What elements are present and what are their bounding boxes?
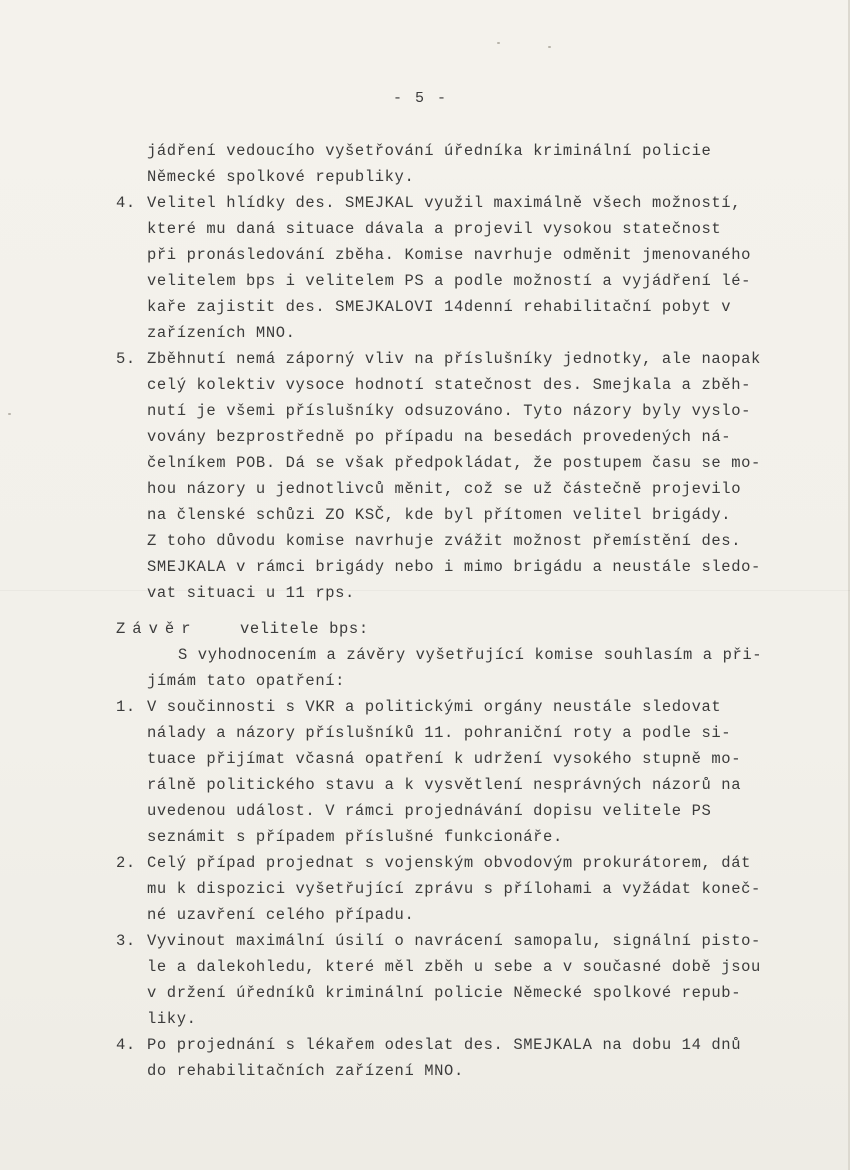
measure-1-line: tuace přijímat včasná opatření k udržení vysokého stupně mo- [147,750,742,768]
measure-1-line: rálně politického stavu a k vysvětlení nesprávných názorů na [147,776,742,794]
item-4-line: při pronásledování zběha. Komise navrhuje odměnit jmenovaného [147,246,751,264]
measure-1-line: V součinnosti s VKR a politickými orgány neustále sledovat [147,698,722,716]
item-4-line: Velitel hlídky des. SMEJKAL využil maximálně všech možností, [147,194,742,212]
item-5-line: čelníkem POB. Dá se však předpokládat, že postupem času se mo- [147,454,761,472]
item-5-line: vat situaci u 11 rps. [147,584,355,602]
paper-speck [8,413,11,415]
measure-2-line: mu k dispozici vyšetřující zprávu s přílohami a vyžádat koneč- [147,880,761,898]
conclusion-intro-line: S vyhodnocením a závěry vyšetřující komise souhlasím a při- [178,646,763,664]
conclusion-heading: Závěr [116,620,198,638]
item-5-line: Zběhnutí nemá záporný vliv na příslušníky jednotky, ale naopak [147,350,761,368]
measure-3-line: le a dalekohledu, které měl zběh u sebe a v současné době jsou [147,958,761,976]
item-4-line: kaře zajistit des. SMEJKALOVI 14denní rehabilitační pobyt v [147,298,732,316]
item-number: 2. [116,854,136,872]
paper-fold [0,590,850,591]
item-4-line: zařízeních MNO. [147,324,296,342]
measure-2-line: né uzavření celého případu. [147,906,415,924]
measure-2-line: Celý případ projednat s vojenským obvodovým prokurátorem, dát [147,854,751,872]
item-number: 1. [116,698,136,716]
page-number: - 5 - [393,90,449,107]
measure-3-line: v držení úředníků kriminální policie Německé spolkové repub- [147,984,742,1002]
measure-1-line: nálady a názory příslušníků 11. pohraniční roty a podle si- [147,724,732,742]
item-5-line: Z toho důvodu komise navrhuje zvážit možnost přemístění des. [147,532,742,550]
item-5-line: vovány bezprostředně po případu na besedách provedených ná- [147,428,732,446]
item-number: 3. [116,932,136,950]
measure-1-line: seznámit s případem příslušné funkcionáře. [147,828,563,846]
measure-3-line: Vyvinout maximální úsilí o navrácení samopalu, signální pisto- [147,932,761,950]
intro-line: Německé spolkové republiky. [147,168,415,186]
item-5-line: hou názory u jednotlivců měnit, což se už částečně projevilo [147,480,742,498]
conclusion-intro-line: jímám tato opatření: [147,672,346,690]
intro-line: jádření vedoucího vyšetřování úředníka kriminální policie [147,142,712,160]
item-number: 4. [116,1036,136,1054]
paper-speck [497,42,500,44]
measure-1-line: uvedenou událost. V rámci projednávání dopisu velitele PS [147,802,712,820]
item-5-line: na členské schůzi ZO KSČ, kde byl přítomen velitel brigády. [147,506,732,524]
paper-speck [548,46,551,48]
measure-4-line: Po projednání s lékařem odeslat des. SMEJKALA na dobu 14 dnů [147,1036,742,1054]
item-number: 5. [116,350,136,368]
item-5-line: celý kolektiv vysoce hodnotí statečnost des. Smejkala a zběh- [147,376,751,394]
conclusion-heading-rest: velitele bps: [240,620,369,638]
item-5-line: nutí je všemi příslušníky odsuzováno. Tyto názory byly vyslo- [147,402,751,420]
measure-4-line: do rehabilitačních zařízení MNO. [147,1062,464,1080]
measure-3-line: liky. [147,1010,197,1028]
item-number: 4. [116,194,136,212]
item-4-line: které mu daná situace dávala a projevil vysokou statečnost [147,220,722,238]
item-4-line: velitelem bps i velitelem PS a podle možností a vyjádření lé- [147,272,751,290]
item-5-line: SMEJKALA v rámci brigády nebo i mimo brigádu a neustále sledo- [147,558,761,576]
